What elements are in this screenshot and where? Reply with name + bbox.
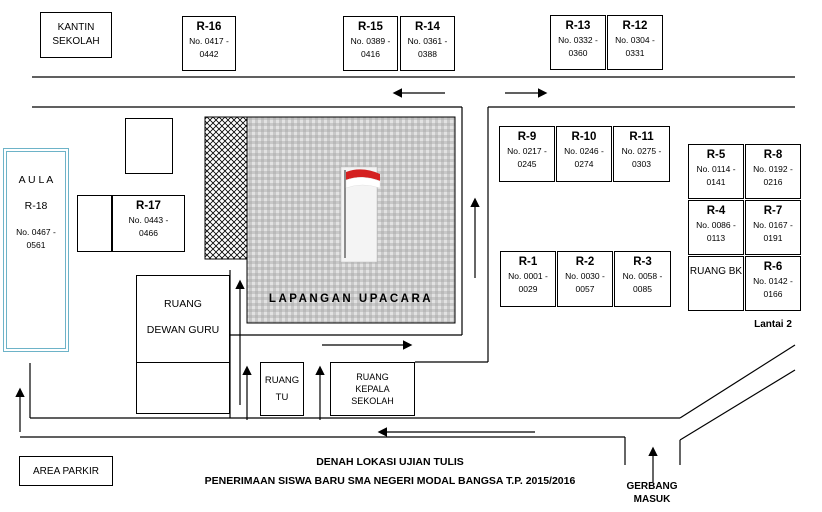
ruang-tu[interactable] [260,362,304,416]
room-range: No. 0217 - 0245 [507,146,547,169]
room-name: R-15 [358,21,383,33]
room-name: R-9 [517,131,537,143]
room-name: R-5 [706,149,726,161]
room-name: R-1 [518,256,538,268]
room-name: R-14 [415,21,440,33]
room-name: R-7 [763,205,783,217]
room-r16[interactable] [182,16,236,71]
room-r15[interactable] [343,16,398,71]
room-r8[interactable] [745,144,801,199]
room-r17[interactable] [112,195,185,252]
room-name: R-13 [565,20,591,32]
lapangan-label: LAPANGAN UPACARA [268,293,434,305]
room-r14[interactable] [400,16,455,71]
blank-building [125,118,173,174]
tu-label-2: TU [275,392,289,403]
room-name: R-17 [136,200,161,212]
room-r12[interactable] [607,15,663,70]
room-name: R-16 [196,21,222,33]
lantai-label: Lantai 2 [754,319,792,330]
tu-label-1: RUANG [264,375,300,386]
gerbang-label: GERBANG MASUK [626,481,678,505]
room-range: No. 0030 - 0057 [565,271,605,294]
room-r7[interactable] [745,200,801,255]
ruang-dewan-guru[interactable] [136,275,230,414]
room-range: No. 0001 - 0029 [508,271,548,294]
room-r5[interactable] [688,144,744,199]
room-range: No. 0443 - 0466 [128,215,169,238]
room-name: R-3 [633,256,652,268]
room-range: No. 0467 - 0561 [16,227,56,250]
room-r2[interactable] [557,251,613,307]
room-r11[interactable] [613,126,670,182]
room-r6[interactable] [745,256,801,311]
room-name: R-4 [706,205,726,217]
room-name: R-2 [575,256,595,268]
room-range: No. 0192 - 0216 [753,164,793,187]
room-r13[interactable] [550,15,606,70]
kantin-label: KANTIN SEKOLAH [52,22,100,47]
guru-label-1: RUANG [164,298,202,310]
room-name: R-10 [571,131,597,143]
aula-label: A U L A [18,174,54,186]
room-range: No. 0058 - 0085 [622,271,663,294]
room-r3[interactable] [614,251,671,307]
room-r9[interactable] [499,126,555,182]
room-name: R-18 [24,200,48,212]
room-name: R-11 [629,131,654,143]
room-r4[interactable] [688,200,744,255]
kepala-label: RUANG KEPALA SEKOLAH [351,372,394,406]
room-range: No. 0332 - 0360 [558,35,598,58]
guru-label-2: DEWAN GURU [146,324,220,336]
room-range: No. 0246 - 0274 [564,146,604,169]
ruang-bk[interactable] [688,256,744,311]
map-title: DENAH LOKASI UJIAN TULIS [316,456,464,468]
room-range: No. 0142 - 0166 [753,276,793,299]
ruang-kepala-sekolah[interactable] [330,362,415,416]
parkir-label: AREA PARKIR [33,465,99,477]
guru-divider [136,362,230,363]
room-name: R-12 [622,20,648,32]
kantin-sekolah [40,12,112,58]
room-range: No. 0086 - 0113 [696,220,736,243]
aula-r18[interactable] [3,148,69,352]
room-r1[interactable] [500,251,556,307]
room-range: No. 0275 - 0303 [621,146,662,169]
room-name: R-6 [763,261,783,273]
map-subtitle: PENERIMAAN SISWA BARU SMA NEGERI MODAL BANGSA T.P. 2015/2016 [204,475,576,487]
room-name: R-8 [763,149,783,161]
room-range: No. 0361 - 0388 [407,36,448,59]
room-range: No. 0304 - 0331 [615,35,655,58]
room-range: No. 0389 - 0416 [350,36,391,59]
room-range: No. 0417 - 0442 [189,36,229,59]
room-range: No. 0167 - 0191 [753,220,793,243]
room-range: No. 0114 - 0141 [696,164,736,187]
room-r10[interactable] [556,126,612,182]
blank-room-small [77,195,112,252]
area-parkir[interactable] [19,456,113,486]
bk-label: RUANG BK [689,266,743,277]
